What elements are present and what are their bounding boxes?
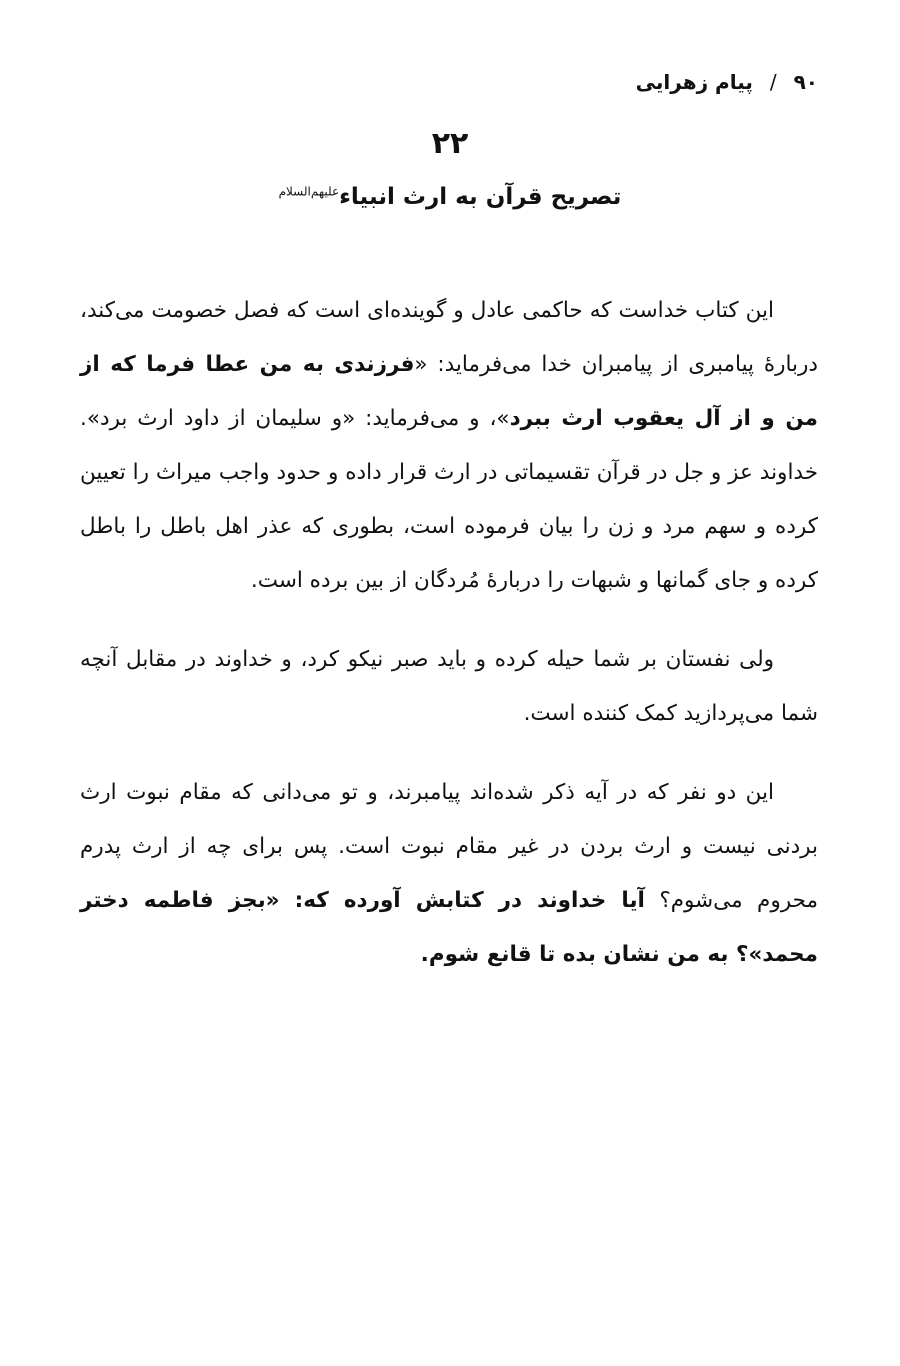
- paragraph-1-text-c: »، و می‌فرماید: «و سلیمان از داود ارث برد». خداوند عز و جل در قرآن تقسیماتی در ارث قرار داده و حدود واجب میراث را تعیین کرده و سهم مرد و زن را بیان فرموده است، بطوری که عذر اهل باطل را باطل کرده و جای گمانها و شبهات را دربارهٔ مُردگان از بین برده است.: [80, 406, 818, 593]
- chapter-number: ۲۲: [431, 126, 469, 161]
- chapter-title: [0, 184, 900, 210]
- book-title: پیام زهرایی: [635, 70, 753, 94]
- body-text: [80, 284, 818, 1007]
- paragraph-1-quote-bold: فرزندی به من عطا فرما که از من و از آل یعقوب ارث ببرد: [80, 352, 818, 431]
- honorific-mark: علیهم‌السلام: [278, 184, 340, 199]
- header-separator: /: [769, 70, 777, 94]
- chapter-title-text: تصریح قرآن به ارث انبیاء: [339, 184, 622, 210]
- page-number: ۹۰: [793, 70, 818, 94]
- paragraph-2-text: ولی نفستان بر شما حیله کرده و باید صبر نیکو کرد، و خداوند در مقابل آنچه شما می‌پردازید کمک کننده است.: [80, 647, 818, 726]
- running-header: [636, 70, 818, 94]
- paragraph-1-text-a: این کتاب خداست که حاکمی عادل و گوینده‌ای است که فصل خصومت می‌کند، دربارهٔ پیامبری از پیامبران خدا می‌فرماید: «: [80, 298, 818, 377]
- paragraph-3-quote-bold: آیا خداوند در کتابش آورده که: «بجز فاطمه دختر محمد»؟ به من نشان بده تا قانع شوم.: [80, 888, 818, 967]
- paragraph-1: [80, 284, 818, 608]
- paragraph-3: [80, 766, 818, 982]
- paragraph-2: [80, 633, 818, 741]
- paragraph-3-text-a: این دو نفر که در آیه ذکر شده‌اند پیامبرند، و تو می‌دانی که مقام نبوت ارث بردنی نیست و ارث بردن در غیر مقام نبوت است. پس برای چه از ارث پدرم محروم می‌شوم؟: [80, 780, 819, 913]
